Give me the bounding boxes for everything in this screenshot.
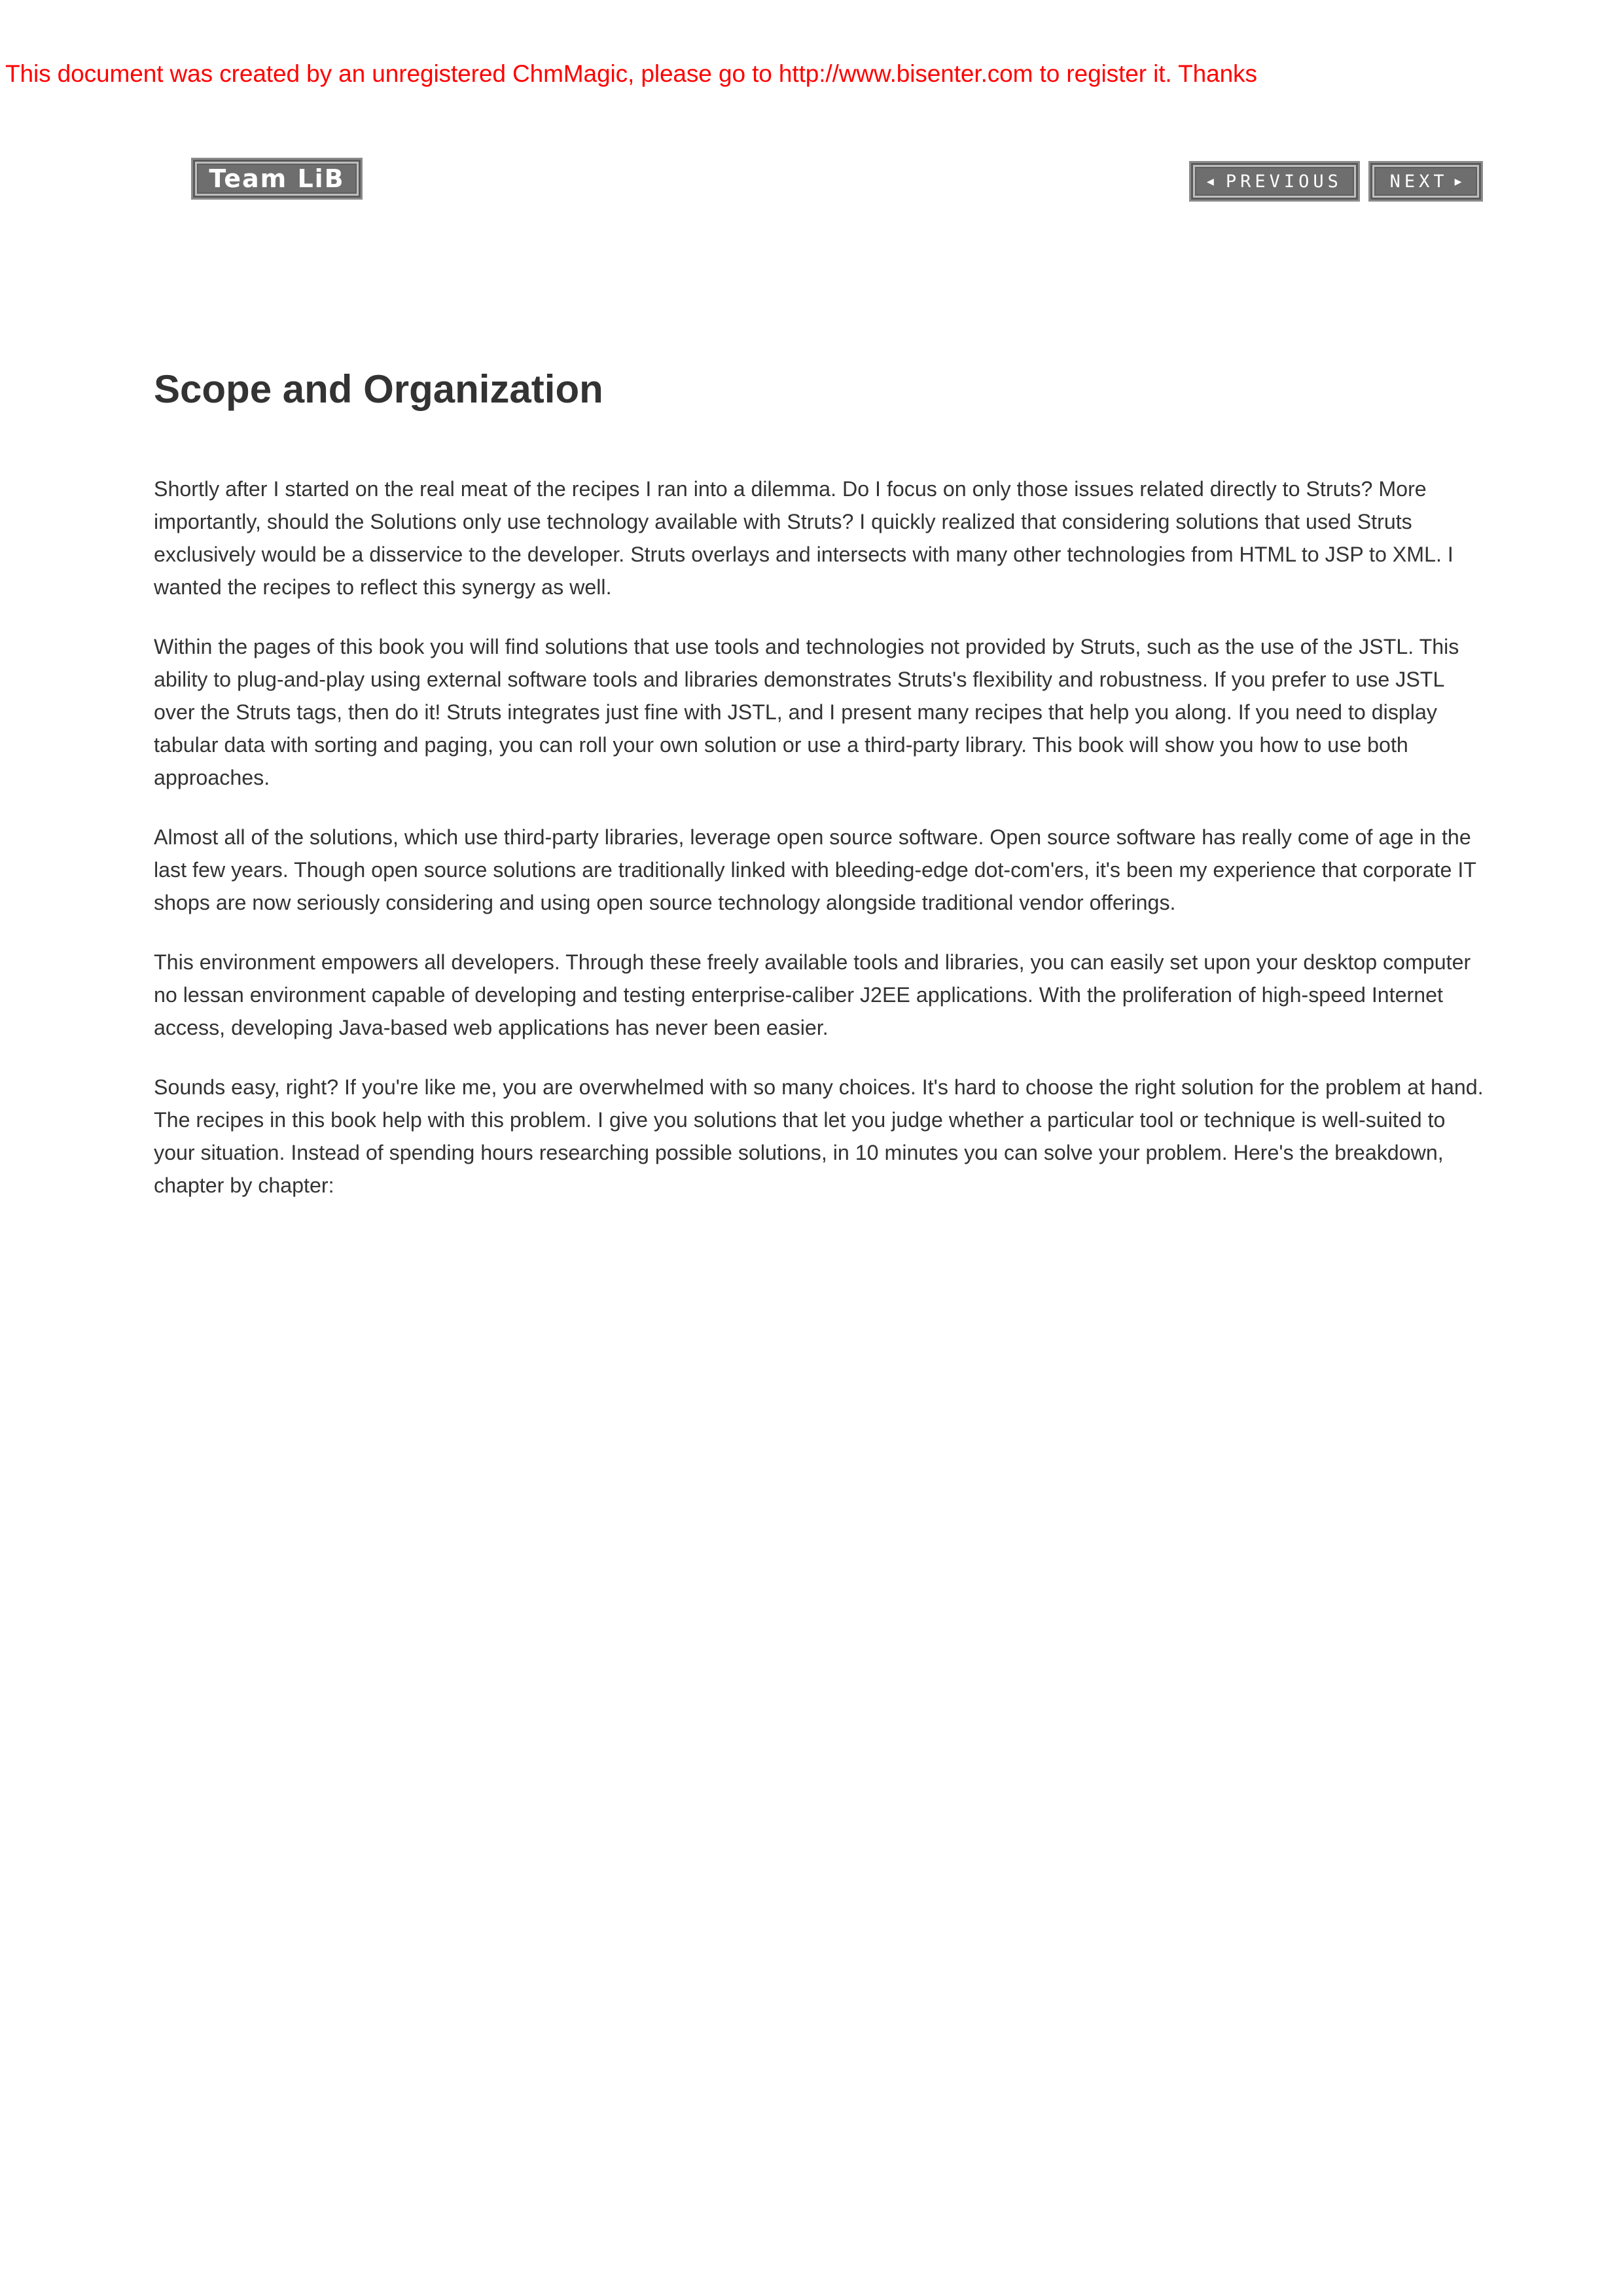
body-content (154, 473, 1489, 1229)
next-label: NEXT (1389, 171, 1448, 192)
paragraph: Shortly after I started on the real meat of the recipes I ran into a dilemma. Do I focus on only those issues related directly to Struts? More importantly, should the Solutions only use technology available with Struts? I quickly realized that considering solutions that used Struts exclusively would be a disservice to the developer. Struts overlays and intersects with many other technologies from HTML to JSP to XML. I wanted the recipes to reflect this synergy as well. (154, 477, 1454, 599)
paragraph: Almost all of the solutions, which use third-party libraries, leverage open source software. Open source software has really come of age in the last few years. Though open source solutions are traditionally linked with bleeding-edge dot-com'ers, it's been my experience that corporate IT shops are now seriously considering and using open source technology alongside traditional vendor offerings. (154, 825, 1476, 914)
arrow-right-icon: ▶ (1454, 174, 1462, 188)
paragraph: This environment empowers all developers. Through these freely available tools and libraries, you can easily set upon your desktop computer no lessan environment capable of developing and testing enterprise-caliber J2EE applications. With the proliferation of high-speed Internet access, developing Java-based web applications has never been easier. (154, 950, 1471, 1039)
previous-label: PREVIOUS (1225, 171, 1342, 192)
next-button[interactable] (1370, 163, 1481, 200)
previous-button[interactable] (1191, 163, 1358, 200)
team-lib-logo-button[interactable] (193, 160, 361, 198)
arrow-left-icon: ◀ (1207, 174, 1214, 188)
paragraph: Sounds easy, right? If you're like me, you are overwhelmed with so many choices. It's hard to choose the right solution for the problem at hand. The recipes in this book help with this problem. I give you solutions that let you judge whether a particular tool or technique is well-suited to your situation. Instead of spending hours researching possible solutions, in 10 minutes you can solve your problem. Here's the breakdown, chapter by chapter: (154, 1075, 1484, 1197)
paragraph: Within the pages of this book you will find solutions that use tools and technologies not provided by Struts, such as the use of the JSTL. This ability to plug-and-play using external software tools and libraries demonstrates Struts's flexibility and robustness. If you prefer to use JSTL over the Struts tags, then do it! Struts integrates just fine with JSTL, and I present many recipes that help you along. If you need to display tabular data with sorting and paging, you can roll your own solution or use a third-party library. This book will show you how to use both approaches. (154, 635, 1459, 789)
unregistered-watermark: This document was created by an unregistered ChmMagic, please go to http://www.bisenter.com to register it. Thanks (5, 60, 1257, 87)
page-title: Scope and Organization (154, 367, 603, 411)
team-lib-label: Team LiB (209, 164, 345, 193)
